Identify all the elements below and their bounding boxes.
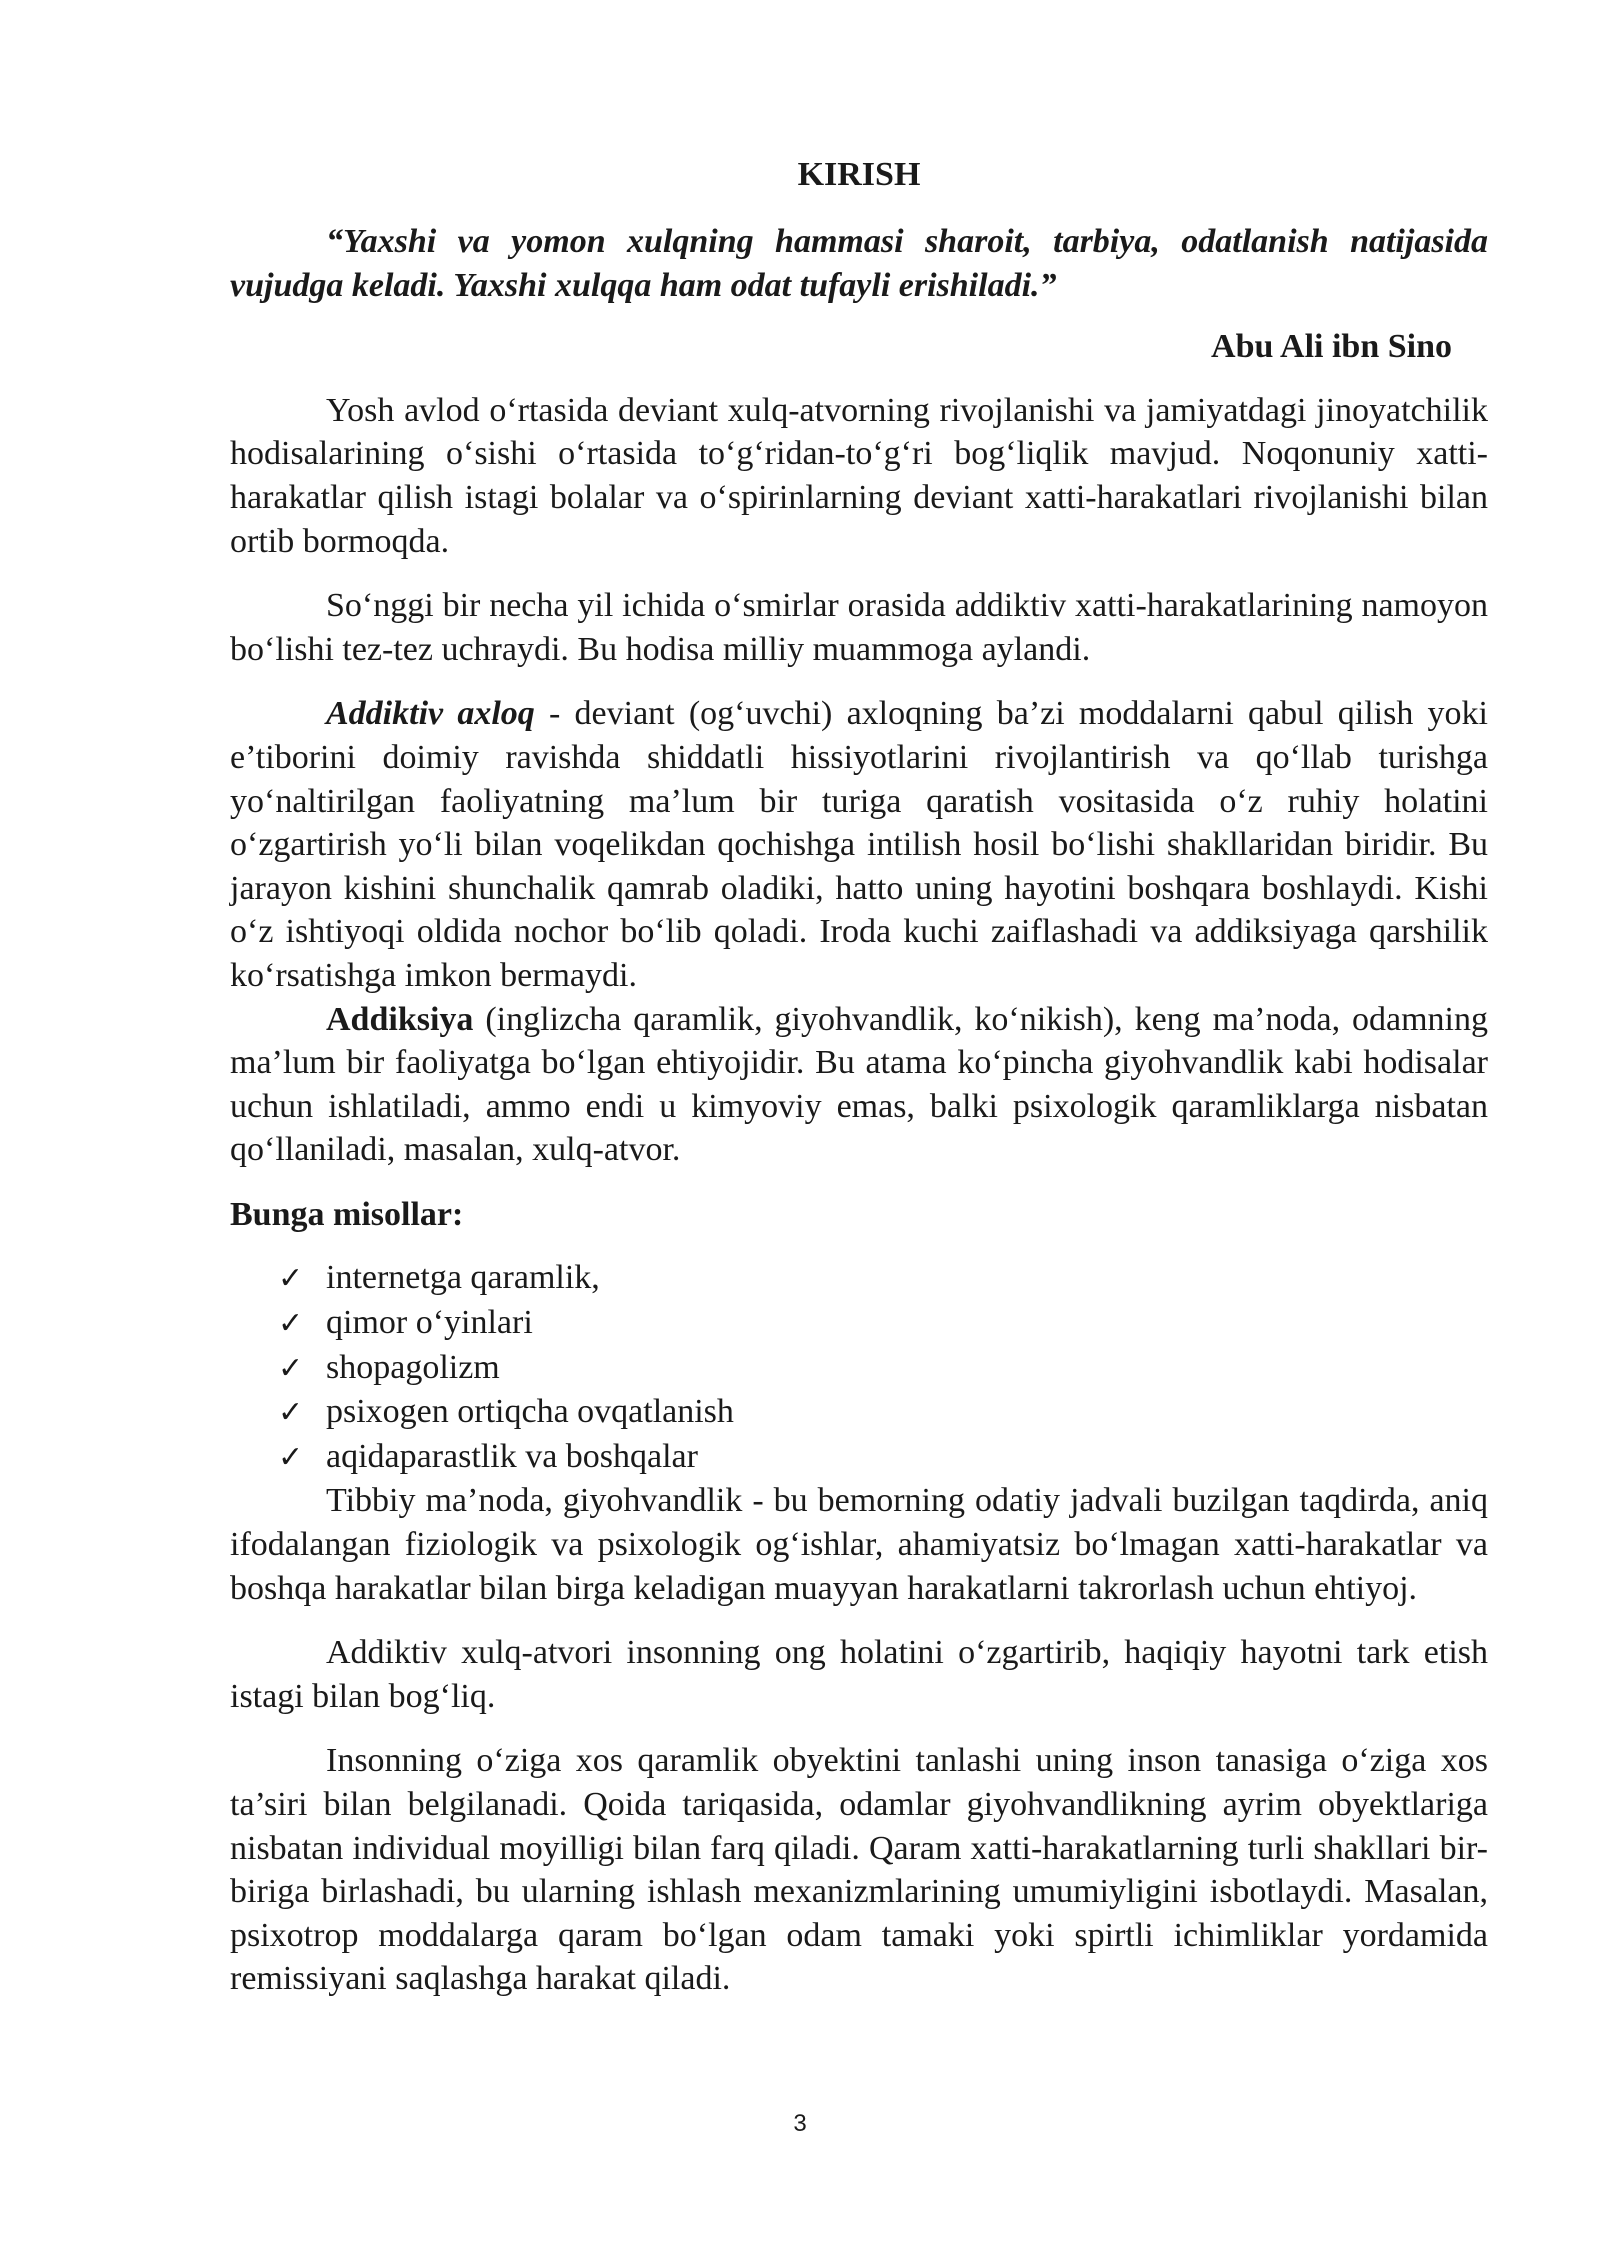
check-mark-icon: ✓ xyxy=(278,1306,304,1342)
examples-list xyxy=(230,1256,1488,1479)
paragraph-3 xyxy=(230,692,1488,997)
list-item-text: qimor o‘yinlari xyxy=(326,1304,533,1342)
epigraph-quote: “Yaxshi va yomon xulqning hammasi sharoit, tarbiya, odatlanish natijasida vujudga keladi. Yaxshi xulqqa ham odat tufayli erishiladi.” xyxy=(230,223,1488,304)
check-mark-icon: ✓ xyxy=(278,1395,304,1431)
paragraph-6: Addiktiv xulq-atvori insonning ong holatini o‘zgartirib, haqiqiy hayotni tark etish istagi bilan bog‘liq. xyxy=(230,1634,1488,1715)
epigraph-author: Abu Ali ibn Sino xyxy=(1211,328,1452,366)
paragraph-3-text: - deviant (og‘uvchi) axloqning ba’zi moddalarni qabul qilish yoki e’tiborini doimiy ravishda shiddatli hissiyotlarini rivojlantirish va qo‘llab turishga yo‘naltirilgan faoliyatning ma’lum bir turiga qaratish vositasida o‘z ruhiy holatini o‘zgartirish yo‘li bilan voqelikdan qochishga intilish hosil bo‘lishi shakllaridan biridir. Bu jarayon kishini shunchalik qamrab oladiki, hatto uning hayotini boshqara boshlaydi. Kishi o‘z ishtiyoqi oldida nochor bo‘lib qoladi. Iroda kuchi zaiflashadi va addiksiyaga qarshilik ko‘rsatishga imkon bermaydi. xyxy=(230,695,1488,994)
examples-heading: Bunga misollar: xyxy=(230,1195,464,1233)
paragraph-1: Yosh avlod o‘rtasida deviant xulq-atvorning rivojlanishi va jamiyatdagi jinoyatchilik hodisalarining o‘sishi o‘rtasida to‘g‘ridan-to‘g‘ri bog‘liqlik mavjud. Noqonuniy xatti-harakatlar qilish istagi bolalar va o‘spirinlarning deviant xatti-harakatlari rivojlanishi bilan ortib bormoqda. xyxy=(230,391,1488,560)
paragraph-5: Tibbiy ma’noda, giyohvandlik - bu bemorning odatiy jadvali buzilgan taqdirda, aniq ifodalangan fiziologik va psixologik og‘ishlar, ahamiyatsiz bo‘lmagan xatti-harakatlar va boshqa harakatlar bilan birga keladigan muayyan harakatlarni takrorlash uchun ehtiyoj. xyxy=(230,1482,1488,1607)
paragraph-4-text: (inglizcha qaramlik, giyohvandlik, ko‘nikish), keng ma’noda, odamning ma’lum bir faoliyatga bo‘lgan ehtiyojidir. Bu atama ko‘pincha giyohvandlik kabi hodisalar uchun ishlatiladi, ammo endi u kimyoviy emas, balki psixologik qaramliklarga nisbatan qo‘llaniladi, masalan, xulq-atvor. xyxy=(230,1000,1488,1169)
paragraph-2: So‘nggi bir necha yil ichida o‘smirlar orasida addiktiv xatti-harakatlarining namoyon bo‘lishi tez-tez uchraydi. Bu hodisa milliy muammoga aylandi. xyxy=(230,587,1488,668)
list-item xyxy=(278,1301,1488,1346)
term-addiksiya: Addiksiya xyxy=(326,1000,474,1038)
check-mark-icon: ✓ xyxy=(278,1439,304,1475)
check-mark-icon: ✓ xyxy=(278,1261,304,1297)
list-item-text: psixogen ortiqcha ovqatlanish xyxy=(326,1393,734,1431)
list-item xyxy=(278,1390,1488,1435)
list-item-text: shopagolizm xyxy=(326,1348,500,1386)
list-item-text: aqidaparastlik va boshqalar xyxy=(326,1437,698,1475)
document-page xyxy=(230,150,1488,2001)
term-addiktiv-axloq: Addiktiv axloq xyxy=(326,695,535,733)
page-number: 3 xyxy=(793,2110,807,2137)
list-item-text: internetga qaramlik, xyxy=(326,1259,600,1297)
list-item xyxy=(278,1346,1488,1391)
paragraph-4 xyxy=(230,998,1488,1172)
list-item xyxy=(278,1435,1488,1480)
list-item xyxy=(278,1256,1488,1301)
paragraph-7: Insonning o‘ziga xos qaramlik obyektini tanlashi uning inson tanasiga o‘ziga xos ta’siri bilan belgilanadi. Qoida tariqasida, odamlar giyohvandlikning ayrim obyektlariga nisbatan individual moyilligi bilan farq qiladi. Qaram xatti-harakatlarning turli shakllari bir-biriga birlashadi, bu ularning ishlash mexanizmlarining umumiyligini isbotlaydi. Masalan, psixotrop moddalarga qaram bo‘lgan odam tamaki yoki spirtli ichimliklar yordamida remissiyani saqlashga harakat qiladi. xyxy=(230,1742,1488,1998)
check-mark-icon: ✓ xyxy=(278,1350,304,1386)
page-title: KIRISH xyxy=(797,156,921,193)
